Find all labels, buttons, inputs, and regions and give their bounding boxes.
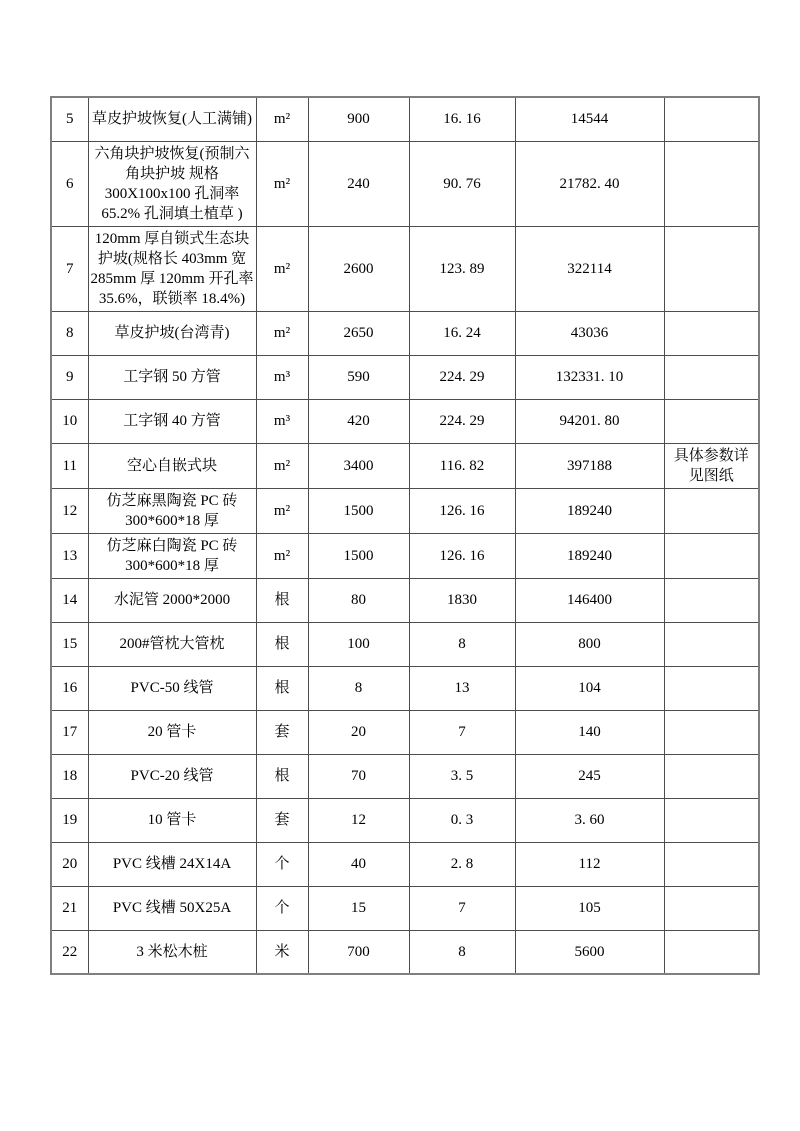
total-cell: 21782. 40: [515, 141, 664, 226]
note-cell: [664, 842, 759, 886]
row-number-cell: 12: [51, 488, 88, 533]
unit-price-cell: 16. 24: [409, 311, 515, 355]
quantity-cell: 70: [308, 754, 409, 798]
unit-cell: m²: [256, 443, 308, 488]
item-name-cell: 空心自嵌式块: [88, 443, 256, 488]
unit-cell: m²: [256, 141, 308, 226]
table-row: [51, 710, 759, 754]
unit-cell: 米: [256, 930, 308, 974]
total-cell: 322114: [515, 226, 664, 311]
note-cell: [664, 141, 759, 226]
quantity-cell: 900: [308, 97, 409, 141]
item-name-cell: 200#管枕大管枕: [88, 622, 256, 666]
total-cell: 132331. 10: [515, 355, 664, 399]
item-name-cell: PVC-50 线管: [88, 666, 256, 710]
row-number-cell: 14: [51, 578, 88, 622]
row-number-cell: 16: [51, 666, 88, 710]
unit-price-cell: 2. 8: [409, 842, 515, 886]
unit-price-cell: 8: [409, 622, 515, 666]
note-cell: [664, 226, 759, 311]
note-cell: [664, 97, 759, 141]
unit-price-cell: 123. 89: [409, 226, 515, 311]
quantity-cell: 3400: [308, 443, 409, 488]
unit-cell: 根: [256, 578, 308, 622]
note-cell: [664, 311, 759, 355]
note-cell: [664, 578, 759, 622]
unit-price-cell: 1830: [409, 578, 515, 622]
unit-cell: 根: [256, 622, 308, 666]
item-name-cell: 3 米松木桩: [88, 930, 256, 974]
note-cell: [664, 798, 759, 842]
row-number-cell: 5: [51, 97, 88, 141]
item-name-cell: 10 管卡: [88, 798, 256, 842]
table-row: [51, 886, 759, 930]
unit-cell: 根: [256, 666, 308, 710]
row-number-cell: 18: [51, 754, 88, 798]
unit-cell: 个: [256, 842, 308, 886]
unit-cell: m²: [256, 533, 308, 578]
table-row: [51, 798, 759, 842]
unit-cell: m³: [256, 355, 308, 399]
unit-price-cell: 7: [409, 710, 515, 754]
unit-price-cell: 16. 16: [409, 97, 515, 141]
row-number-cell: 8: [51, 311, 88, 355]
quantity-cell: 20: [308, 710, 409, 754]
total-cell: 105: [515, 886, 664, 930]
item-name-cell: 六角块护坡恢复(预制六角块护坡 规格300X100x100 孔洞率65.2% 孔洞填土植草 ): [88, 141, 256, 226]
table-row: [51, 930, 759, 974]
item-name-cell: 水泥管 2000*2000: [88, 578, 256, 622]
unit-price-cell: 224. 29: [409, 355, 515, 399]
table-row: [51, 311, 759, 355]
quantity-cell: 1500: [308, 488, 409, 533]
row-number-cell: 10: [51, 399, 88, 443]
unit-price-cell: 3. 5: [409, 754, 515, 798]
unit-cell: m³: [256, 399, 308, 443]
unit-price-cell: 8: [409, 930, 515, 974]
row-number-cell: 9: [51, 355, 88, 399]
unit-price-cell: 90. 76: [409, 141, 515, 226]
row-number-cell: 11: [51, 443, 88, 488]
row-number-cell: 19: [51, 798, 88, 842]
table-body: [51, 97, 759, 974]
quantity-table: [50, 96, 760, 975]
unit-price-cell: 116. 82: [409, 443, 515, 488]
item-name-cell: 20 管卡: [88, 710, 256, 754]
row-number-cell: 22: [51, 930, 88, 974]
row-number-cell: 21: [51, 886, 88, 930]
item-name-cell: 工字钢 50 方管: [88, 355, 256, 399]
note-cell: [664, 399, 759, 443]
row-number-cell: 20: [51, 842, 88, 886]
total-cell: 189240: [515, 488, 664, 533]
item-name-cell: 120mm 厚自锁式生态块护坡(规格长 403mm 宽 285mm 厚 120mm 开孔率 35.6%，联锁率 18.4%): [88, 226, 256, 311]
item-name-cell: PVC 线槽 24X14A: [88, 842, 256, 886]
note-cell: [664, 533, 759, 578]
unit-price-cell: 0. 3: [409, 798, 515, 842]
unit-price-cell: 7: [409, 886, 515, 930]
unit-price-cell: 13: [409, 666, 515, 710]
table-row: [51, 578, 759, 622]
row-number-cell: 15: [51, 622, 88, 666]
quantity-cell: 15: [308, 886, 409, 930]
item-name-cell: 仿芝麻黑陶瓷 PC 砖 300*600*18 厚: [88, 488, 256, 533]
total-cell: 5600: [515, 930, 664, 974]
quantity-cell: 12: [308, 798, 409, 842]
item-name-cell: 仿芝麻白陶瓷 PC 砖 300*600*18 厚: [88, 533, 256, 578]
note-cell: [664, 355, 759, 399]
unit-cell: 个: [256, 886, 308, 930]
unit-price-cell: 126. 16: [409, 488, 515, 533]
total-cell: 140: [515, 710, 664, 754]
note-cell: [664, 886, 759, 930]
unit-cell: m²: [256, 488, 308, 533]
total-cell: 3. 60: [515, 798, 664, 842]
quantity-cell: 700: [308, 930, 409, 974]
table-row: [51, 488, 759, 533]
total-cell: 43036: [515, 311, 664, 355]
total-cell: 94201. 80: [515, 399, 664, 443]
total-cell: 112: [515, 842, 664, 886]
table-row: [51, 399, 759, 443]
table-row: [51, 842, 759, 886]
total-cell: 245: [515, 754, 664, 798]
row-number-cell: 6: [51, 141, 88, 226]
unit-price-cell: 126. 16: [409, 533, 515, 578]
unit-cell: m²: [256, 97, 308, 141]
item-name-cell: PVC 线槽 50X25A: [88, 886, 256, 930]
unit-cell: 根: [256, 754, 308, 798]
item-name-cell: 草皮护坡(台湾青): [88, 311, 256, 355]
table-row: [51, 666, 759, 710]
unit-cell: m²: [256, 311, 308, 355]
row-number-cell: 13: [51, 533, 88, 578]
total-cell: 104: [515, 666, 664, 710]
note-cell: [664, 754, 759, 798]
quantity-cell: 80: [308, 578, 409, 622]
unit-cell: 套: [256, 710, 308, 754]
table-row: [51, 622, 759, 666]
total-cell: 397188: [515, 443, 664, 488]
item-name-cell: 工字钢 40 方管: [88, 399, 256, 443]
item-name-cell: 草皮护坡恢复(人工满铺): [88, 97, 256, 141]
quantity-cell: 1500: [308, 533, 409, 578]
total-cell: 14544: [515, 97, 664, 141]
table-row: [51, 754, 759, 798]
quantity-cell: 100: [308, 622, 409, 666]
note-cell: [664, 488, 759, 533]
table-row: [51, 141, 759, 226]
total-cell: 146400: [515, 578, 664, 622]
quantity-cell: 590: [308, 355, 409, 399]
quantity-cell: 2600: [308, 226, 409, 311]
quantity-cell: 240: [308, 141, 409, 226]
table-row: [51, 443, 759, 488]
total-cell: 800: [515, 622, 664, 666]
note-cell: [664, 930, 759, 974]
row-number-cell: 7: [51, 226, 88, 311]
table-row: [51, 97, 759, 141]
row-number-cell: 17: [51, 710, 88, 754]
unit-cell: 套: [256, 798, 308, 842]
note-cell: [664, 710, 759, 754]
quantity-cell: 420: [308, 399, 409, 443]
quantity-cell: 8: [308, 666, 409, 710]
note-cell: 具体参数详见图纸: [664, 443, 759, 488]
item-name-cell: PVC-20 线管: [88, 754, 256, 798]
note-cell: [664, 666, 759, 710]
quantity-cell: 40: [308, 842, 409, 886]
total-cell: 189240: [515, 533, 664, 578]
unit-price-cell: 224. 29: [409, 399, 515, 443]
table-row: [51, 226, 759, 311]
unit-cell: m²: [256, 226, 308, 311]
quantity-cell: 2650: [308, 311, 409, 355]
note-cell: [664, 622, 759, 666]
table-row: [51, 533, 759, 578]
table-row: [51, 355, 759, 399]
